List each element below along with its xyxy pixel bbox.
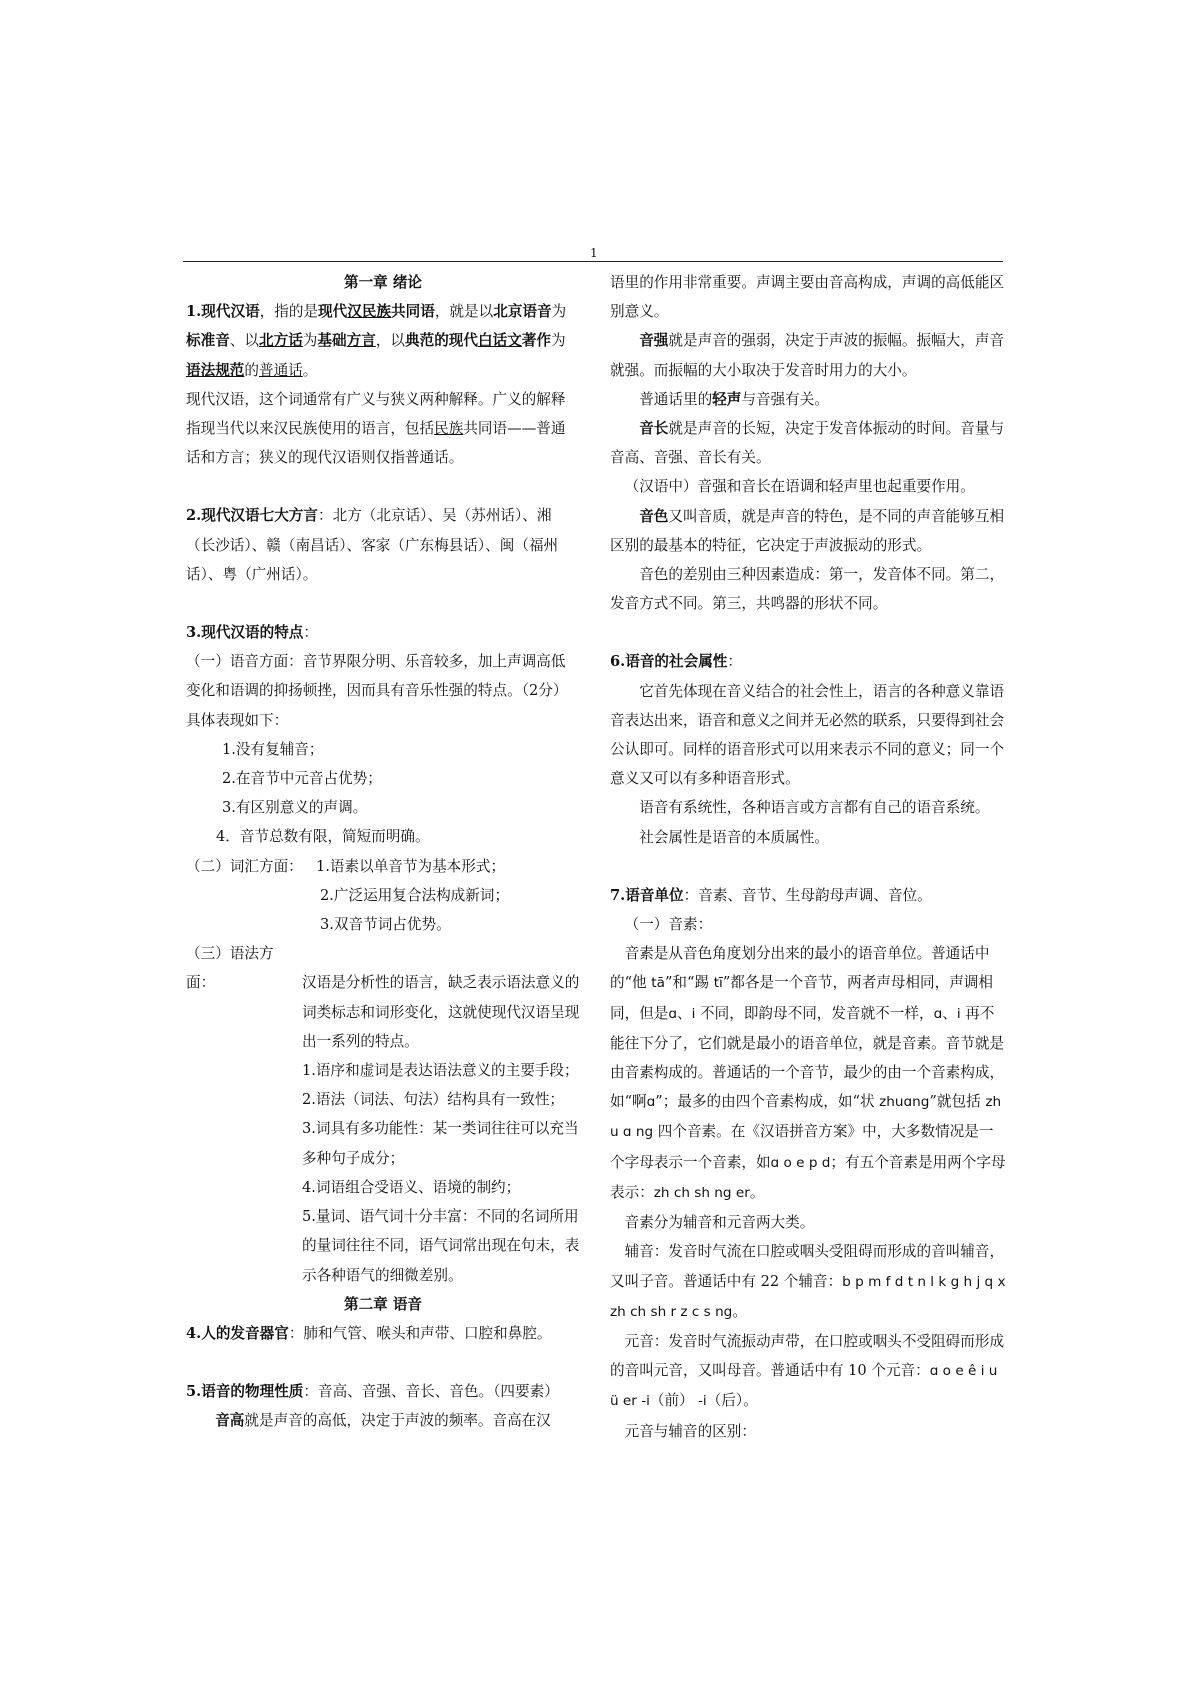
phoneme-classes: 音素分为辅音和元音两大类。: [624, 1214, 815, 1232]
neutral-tone-paragraph: 普通话里的轻声与音强有关。: [639, 390, 829, 408]
pitch-continued: 语里的作用非常重要。声调主要由音高构成，声调的高低能区别意义。: [610, 274, 1005, 321]
section1-definition: 1.现代汉语，指的是现代汉民族共同语，就是以北京语音为标准音、以北方话为基础方言，以典范的现代白话文著作为语法规范的普通话。: [186, 303, 567, 379]
section6-p2: 语音有系统性，各种语言或方言都有自己的语音系统。: [639, 799, 990, 817]
section5-heading: 5.语音的物理性质：音高、音强、音长、音色。（四要素）: [186, 1383, 559, 1401]
section1-explanation: 现代汉语，这个词通常有广义与狭义两种解释。广义的解释指现当代以来汉民族使用的语言，包括民族共同语——普通话和方言；狭义的现代汉语则仅指普通话。: [186, 390, 566, 467]
list-item: 1.没有复辅音；: [222, 740, 324, 758]
intensity-paragraph: 音强就是声音的强弱，决定于声波的振幅。振幅大，声音就强。而振幅的大小取决于发音时用力的大小。: [610, 332, 1005, 379]
section6-p1: 它首先体现在音义结合的社会性上，语言的各种意义靠语音表达出来，语音和意义之间并无必然的联系，只要得到社会公认即可。同样的语音形式可以用来表示不同的意义；同一个意义又可以有多种语音形式。: [610, 682, 1005, 788]
list-item: 1.语序和虚词是表达语法意义的主要手段；: [302, 1062, 579, 1080]
list-item: 4.词语组合受语义、语境的制约；: [302, 1178, 521, 1196]
section6-p3: 社会属性是语音的本质属性。: [639, 828, 829, 846]
vowel-consonant-difference: 元音与辅音的区别：: [624, 1422, 756, 1440]
list-item: 2.语法（词法、句法）结构具有一致性；: [302, 1091, 565, 1109]
section3-grammar: （三）语法方面： 汉语是分析性的语言，缺乏表示语法意义的词类标志和词形变化，这就使现代汉语呈现出一系列的特点。: [186, 945, 580, 1050]
consonant-paragraph: 辅音：发音时气流在口腔或咽头受阻碍而形成的音叫辅音，又叫子音。普通话中有 22 个辅音：b p m f d t n l k g h j q x zh ch sh r z c s ng。: [610, 1243, 1006, 1320]
section3-heading: 3.现代汉语的特点：: [186, 624, 319, 642]
length-paragraph: 音长就是声音的长短，决定于发音体振动的时间。音量与音高、音强、音长有关。: [610, 420, 1005, 467]
timbre-paragraph: 音色又叫音质，就是声音的特色，是不同的声音能够互相区别的最基本的特征，它决定于声波振动的形式。: [610, 507, 1005, 554]
list-item: 3.双音节词占优势。: [320, 916, 451, 934]
left-column: [186, 268, 580, 1436]
section6-heading: 6.语音的社会属性：: [610, 653, 743, 671]
pitch-paragraph: 音高就是声音的高低，决定于声波的频率。音高在汉: [215, 1412, 551, 1430]
section3-lexicon: （二）词汇方面： 1.语素以单音节为基本形式；: [186, 857, 506, 875]
chapter1-title: 第一章 绪论: [343, 274, 423, 291]
list-item: 2.在音节中元音占优势；: [222, 770, 382, 788]
section2-dialects: 2.现代汉语七大方言：北方（北京话）、吴（苏州话）、湘（长沙话）、赣（南昌话）、客家（广东梅县话）、闽（福州话）、粤（广州话）。: [186, 507, 559, 583]
vowel-paragraph: 元音：发音时气流振动声带，在口腔或咽头不受阻碍而形成的音叫元音，又叫母音。普通话中有 10 个元音：ɑ o e ê i u ü er -i（前） -i（后）。: [610, 1332, 1005, 1410]
list-item: 3.词具有多功能性：某一类词往往可以充当多种句子成分；: [302, 1120, 579, 1167]
chapter2-title: 第二章 语音: [343, 1295, 423, 1313]
chinese-note: （汉语中）音强和音长在语调和轻声里也起重要作用。: [624, 478, 975, 496]
section4-organs: 4.人的发音器官：肺和气管、喉头和声带、口腔和鼻腔。: [186, 1324, 552, 1342]
list-item: 3.有区别意义的声调。: [222, 799, 368, 817]
section3-phonetics: （一）语音方面：音节界限分明、乐音较多，加上声调高低变化和语调的抑扬顿挫，因而具有音乐性强的特点。（2分）具体表现如下：: [186, 653, 568, 729]
list-item: 2.广泛运用复合法构成新词；: [320, 886, 510, 904]
section7-sub-heading: （一）音素：: [624, 916, 713, 934]
list-item: 4．音节总数有限，简短而明确。: [216, 828, 430, 846]
right-column: [610, 268, 1006, 1446]
section7-heading: 7.语音单位：音素、音节、生母韵母声调、音位。: [610, 886, 932, 904]
page-number: 1: [590, 246, 598, 260]
header-rule: [183, 261, 1003, 262]
list-item: 5.量词、语气词十分丰富：不同的名词所用的量词往往不同，语气词常出现在句末，表示各种语气的细微差别。: [302, 1208, 580, 1284]
phoneme-paragraph: 音素是从音色角度划分出来的最小的语音单位。普通话中的“他 tā”和“踢 tī”都各是一个音节，两者声母相同，声调相同，但是ɑ、i 不同，即韵母不同，发音就不一样，ɑ、i 再不能往下分了，它们就是最小的语音单位，就是音素。音节就是由音素构成的。普通话的一个音节，最少的由一个音素构成，如“啊ɑ”；最多的由四个音素构成，如“状 zhuɑng”就包括 zh u ɑ ng 四个音素。在《汉语拼音方案》中，大多数情况是一个字母表示一个音素，如ɑ o e p d；有五个音素是用两个字母表示：zh ch sh ng er。: [610, 945, 1006, 1201]
timbre-factors: 音色的差别由三种因素造成：第一，发音体不同。第二，发音方式不同。第三，共鸣器的形状不同。: [610, 566, 1005, 613]
